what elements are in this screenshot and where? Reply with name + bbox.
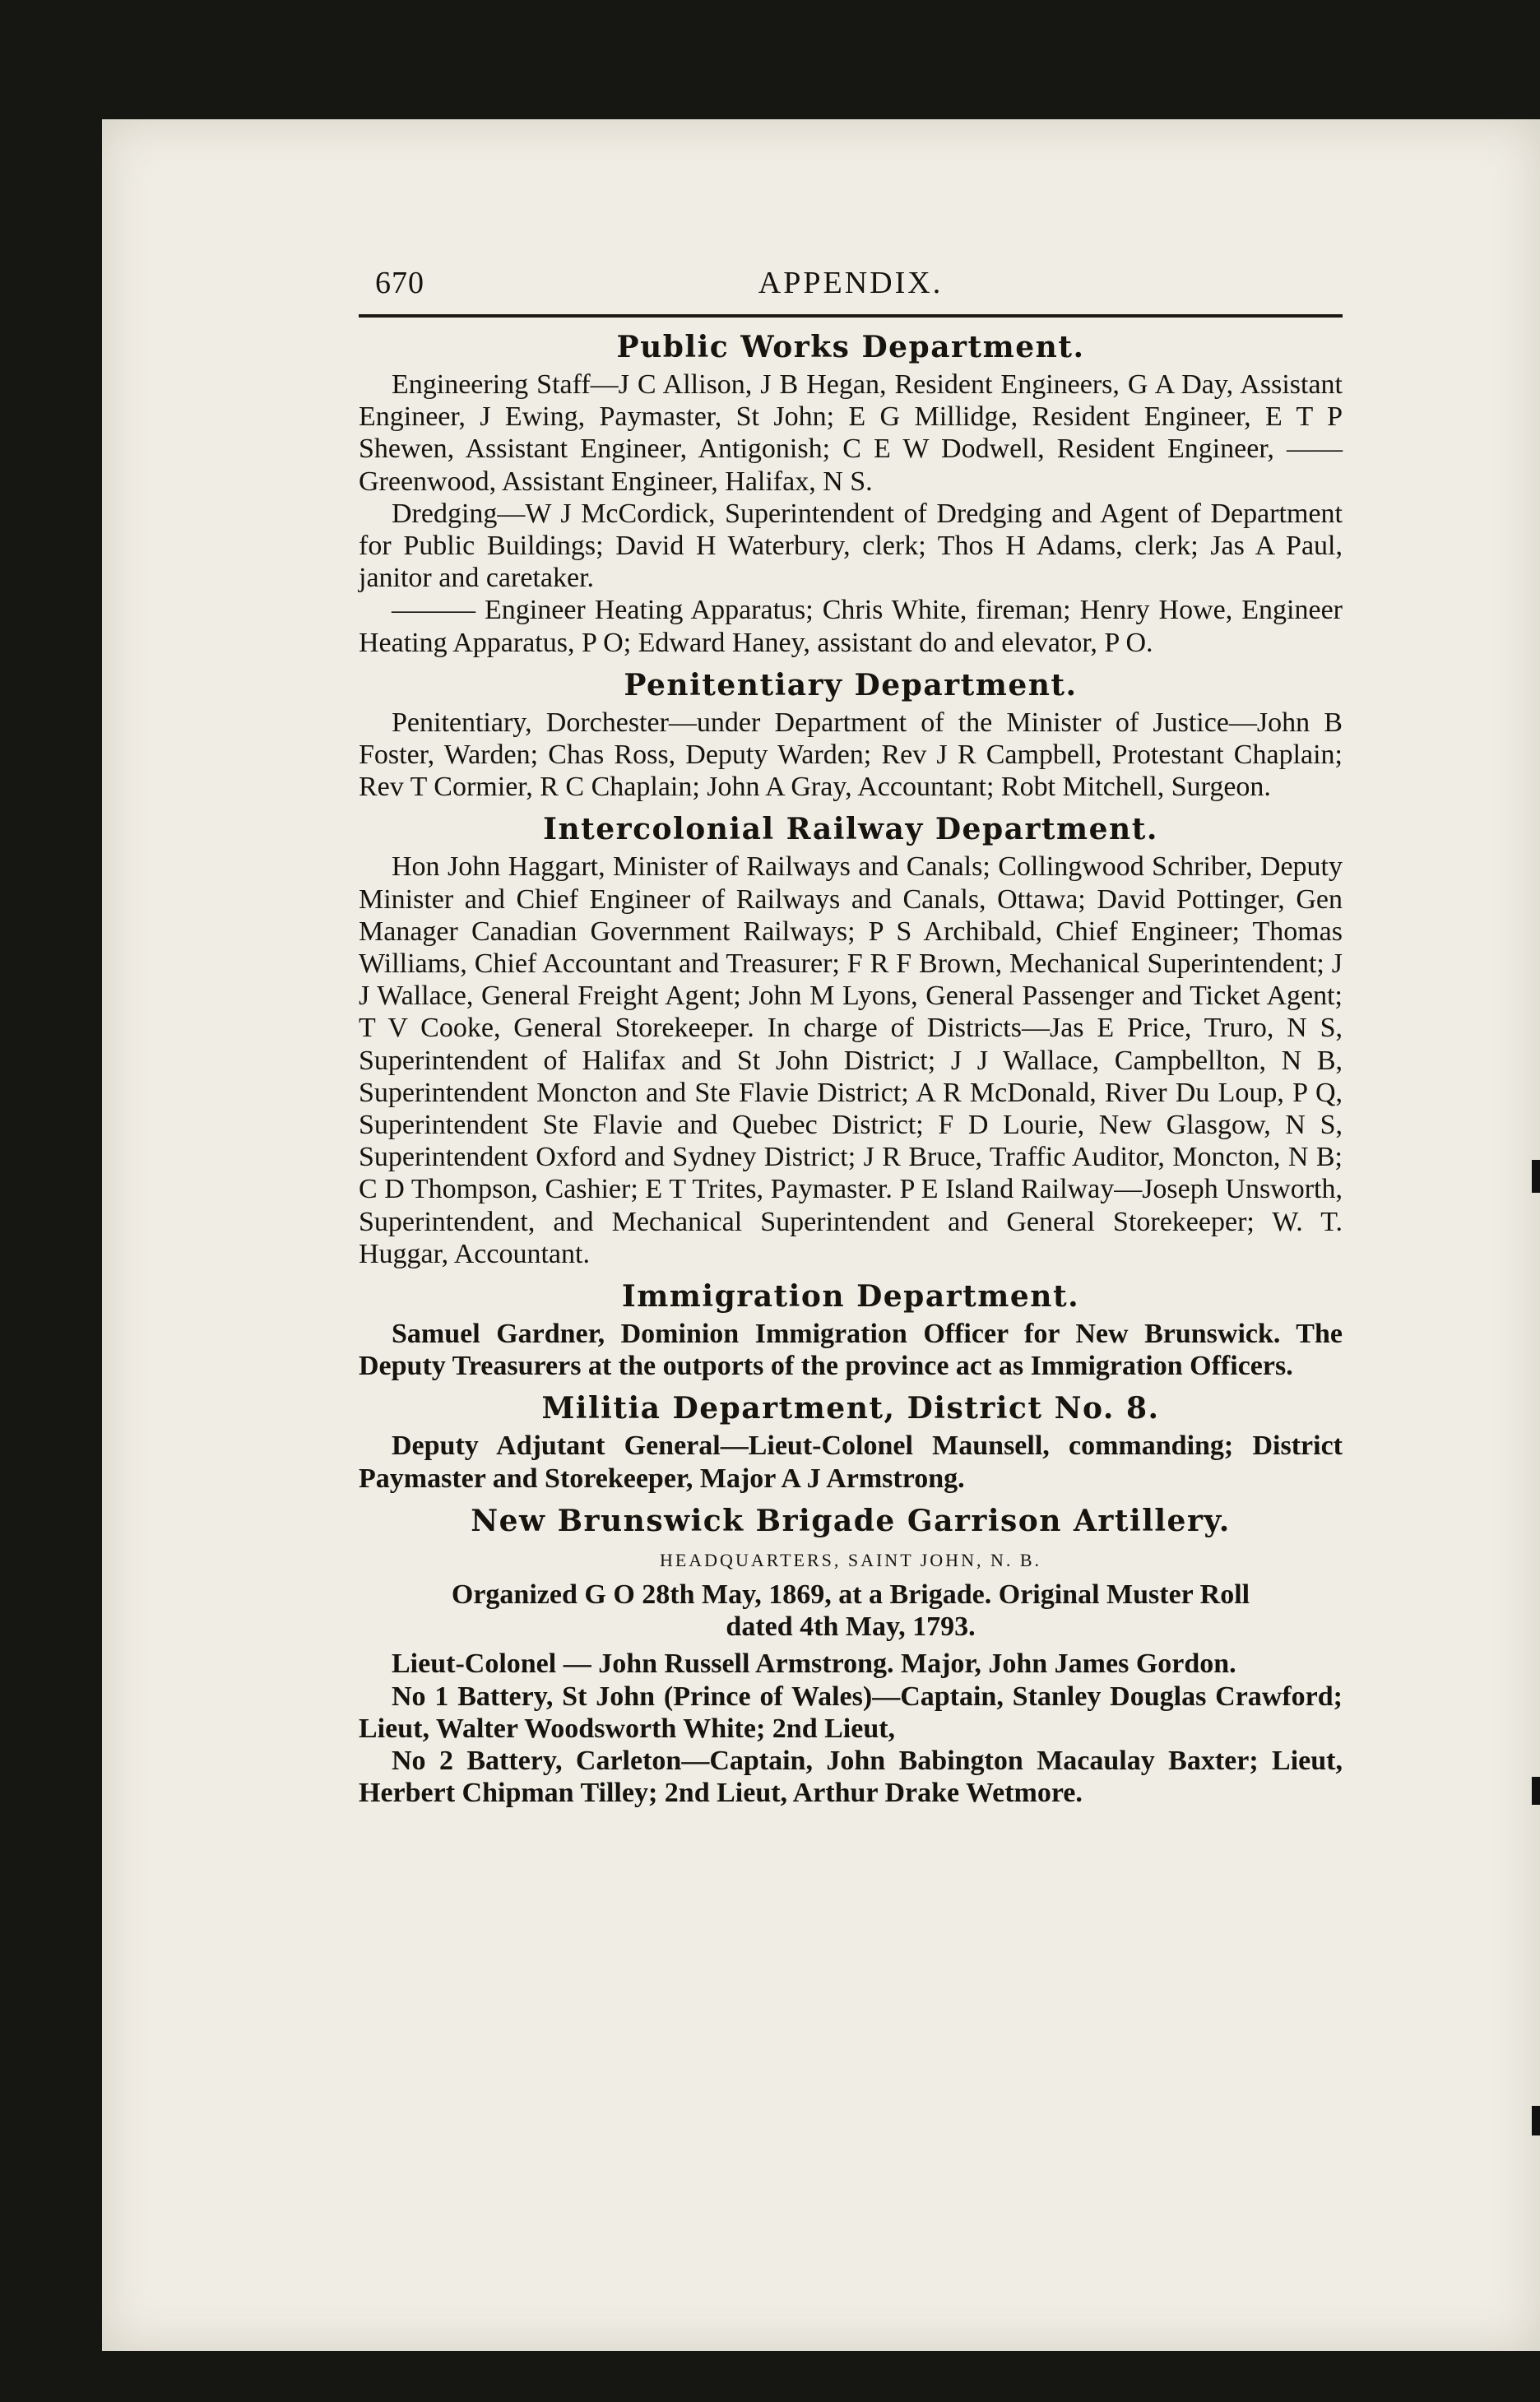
scan-edge-mark [1532, 2106, 1540, 2135]
section-immigration [359, 1278, 1343, 1382]
organized-line: Organized G O 28th May, 1869, at a Brigade. Original Muster Roll [451, 1579, 1250, 1610]
paragraph: Samuel Gardner, Dominion Immigration Officer for New Brunswick. The Deputy Treasurers at the outports of the province act as Immigration Officers. [359, 1319, 1343, 1382]
page-header [359, 247, 1343, 314]
dated-line: dated 4th May, 1793. [726, 1611, 976, 1643]
paragraph: Penitentiary, Dorchester—under Department of the Minister of Justice—John B Foster, Warden; Chas Ross, Deputy Warden; Rev J R Campbell, Protestant Chaplain; Rev T Cormier, R C Chaplain; John A Gray, Accountant; Robt Mitchell, Surgeon. [359, 707, 1343, 803]
paragraph: Hon John Haggart, Minister of Railways and Canals; Collingwood Schriber, Deputy Minister and Chief Engineer of Railways and Canals, Ottawa; David Pottinger, Gen Manager Canadian Government Railways; P S Archibald, Chief Engineer; Thomas Williams, Chief Accountant and Treasurer; F R F Brown, Mechanical Superintendent; J J Wallace, General Freight Agent; John M Lyons, General Passenger and Ticket Agent; T V Cooke, General Storekeeper. In charge of Districts—Jas E Price, Truro, N S, Superintendent of Halifax and St John District; J J Wallace, Campbellton, N B, Superintendent Moncton and Ste Flavie District; A R McDonald, River Du Loup, P Q, Superintendent Ste Flavie and Quebec District; F D Lourie, New Glasgow, N S, Superintendent Oxford and Sydney District; J R Bruce, Traffic Auditor, Moncton, N B; C D Thompson, Cashier; E T Trites, Paymaster. P E Island Railway—Joseph Unsworth, Superintendent, and Mechanical Superintendent and General Storekeeper; W. T. Huggar, Accountant. [359, 851, 1343, 1269]
paragraph: ——— Engineer Heating Apparatus; Chris White, fireman; Henry Howe, Engineer Heating Apparatus, P O; Edward Haney, assistant do and elevator, P O. [359, 595, 1343, 658]
paragraph: Lieut-Colonel — John Russell Armstrong. Major, John James Gordon. [392, 1648, 1236, 1680]
page-number: 670 [375, 266, 424, 300]
header-rule [359, 314, 1343, 318]
section-title: Immigration Department. [621, 1279, 1080, 1315]
running-head: APPENDIX. [758, 266, 944, 300]
paragraph: No 2 Battery, Carleton—Captain, John Babington Macaulay Baxter; Lieut, Herbert Chipman Tilley; 2nd Lieut, Arthur Drake Wetmore. [359, 1745, 1343, 1809]
section-public-works [359, 329, 1343, 659]
artillery-entries [359, 1648, 1343, 1809]
paragraph: Dredging—W J McCordick, Superintendent of Dredging and Agent of Department for Public Buildings; David H Waterbury, clerk; Thos H Adams, clerk; Jas A Paul, janitor and caretaker. [359, 498, 1343, 594]
scan-edge-mark [1532, 1777, 1540, 1805]
scan-edge-mark [1532, 1160, 1540, 1193]
paragraph: Engineering Staff—J C Allison, J B Hegan, Resident Engineers, G A Day, Assistant Engineer, J Ewing, Paymaster, St John; E G Millidge, Resident Engineer, E T P Shewen, Assistant Engineer, Antigonish; C E W Dodwell, Resident Engineer, —— Greenwood, Assistant Engineer, Halifax, N S. [359, 369, 1343, 497]
section-penitentiary [359, 667, 1343, 804]
section-title: Militia Department, District No. 8. [541, 1391, 1160, 1426]
section-garrison-artillery [359, 1503, 1343, 1809]
section-title: Penitentiary Department. [624, 667, 1078, 703]
paragraph: No 1 Battery, St John (Prince of Wales)—Captain, Stanley Douglas Crawford; Lieut, Walter Woodsworth White; 2nd Lieut, [359, 1681, 1343, 1744]
page-content [359, 247, 1343, 1809]
section-militia [359, 1390, 1343, 1494]
headquarters-line: HEADQUARTERS, SAINT JOHN, N. B. [659, 1549, 1042, 1570]
paragraph: Deputy Adjutant General—Lieut-Colonel Maunsell, commanding; District Paymaster and Storekeeper, Major A J Armstrong. [359, 1431, 1343, 1494]
section-title: Intercolonial Railway Department. [543, 812, 1158, 847]
section-title: New Brunswick Brigade Garrison Artillery. [471, 1503, 1231, 1538]
section-title: Public Works Department. [616, 330, 1085, 364]
section-intercolonial-railway [359, 811, 1343, 1270]
